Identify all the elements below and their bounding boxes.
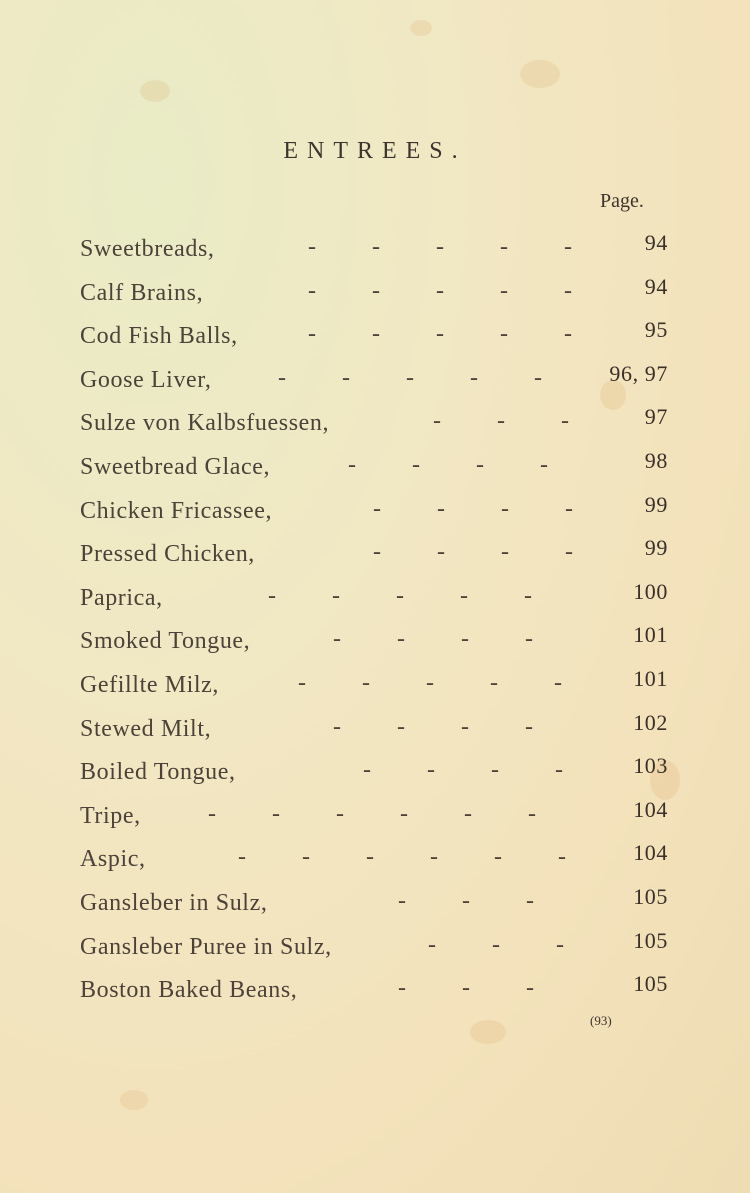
entry-page-number: 100	[633, 578, 668, 604]
entry-name: Paprica,	[80, 584, 163, 611]
entry-page-number: 95	[644, 317, 668, 343]
entry-name: Aspic,	[80, 846, 146, 873]
leader-dashes: - - - - - -	[238, 844, 566, 871]
contents-row	[80, 230, 670, 280]
entry-page-number: 99	[644, 491, 668, 517]
leader-dashes: - - - - -	[278, 364, 542, 391]
contents-row	[80, 535, 670, 585]
leader-dashes: - - - - -	[298, 669, 562, 696]
entry-name: Gansleber in Sulz,	[80, 889, 268, 916]
contents-row	[80, 665, 670, 716]
entry-name: Calf Brains,	[80, 279, 204, 306]
contents-row	[80, 360, 670, 411]
leader-dashes: - - - - -	[268, 582, 532, 609]
contents-row	[80, 578, 670, 629]
entry-name: Chicken Fricassee,	[80, 497, 273, 524]
contents-row	[80, 883, 670, 934]
entry-name: Boiled Tongue,	[80, 759, 236, 786]
leader-dashes: - - -	[398, 887, 534, 914]
contents-row	[80, 796, 670, 847]
leader-dashes: - - - - -	[308, 277, 572, 304]
entry-page-number: 97	[644, 404, 668, 430]
entry-page-number: 99	[644, 535, 668, 561]
contents-row	[80, 491, 670, 542]
entry-page-number: 94	[644, 230, 668, 255]
leader-dashes: - - -	[398, 975, 534, 1002]
entry-name: Boston Baked Beans,	[80, 977, 298, 1004]
entry-page-number: 103	[633, 753, 668, 779]
contents-row	[80, 971, 670, 1021]
contents-row	[80, 622, 670, 672]
contents-row	[80, 404, 670, 454]
entry-name: Pressed Chicken,	[80, 541, 255, 568]
leader-dashes: - - - -	[348, 451, 548, 478]
entry-name: Gansleber Puree in Sulz,	[80, 933, 332, 960]
paper-stain	[410, 20, 432, 36]
leader-dashes: - - - - -	[308, 321, 572, 348]
entry-name: Sulze von Kalbsfuessen,	[80, 410, 330, 437]
leader-dashes: - - - -	[363, 757, 563, 784]
entry-name: Sweetbread Glace,	[80, 453, 271, 480]
paper-stain	[120, 1090, 148, 1110]
leader-dashes: - - -	[428, 931, 564, 958]
leader-dashes: - - - - - -	[208, 800, 536, 827]
page-number: (93)	[590, 1013, 612, 1028]
contents-row	[80, 447, 670, 498]
contents-row	[80, 709, 670, 760]
entry-name: Tripe,	[80, 802, 141, 829]
entry-page-number: 94	[644, 273, 668, 299]
entry-page-number: 105	[633, 927, 668, 953]
entry-page-number: 101	[633, 665, 668, 691]
leader-dashes: - - - -	[333, 713, 533, 740]
entry-page-number: 104	[633, 840, 668, 866]
contents-row	[80, 840, 670, 890]
leader-dashes: - - - - -	[308, 234, 572, 260]
entry-page-number: 98	[644, 447, 668, 473]
entry-name: Goose Liver,	[80, 366, 212, 393]
entry-name: Gefillte Milz,	[80, 671, 220, 698]
entry-page-number: 105	[633, 883, 668, 909]
entry-name: Stewed Milt,	[80, 715, 212, 742]
leader-dashes: - - - -	[333, 626, 533, 653]
paper-stain	[140, 80, 170, 102]
entry-name: Smoked Tongue,	[80, 628, 251, 655]
leader-dashes: - - - -	[373, 539, 573, 566]
entry-page-number: 96, 97	[609, 360, 668, 386]
entry-name: Sweetbreads,	[80, 236, 215, 262]
leader-dashes: - - - -	[373, 495, 573, 522]
contents-row	[80, 927, 670, 978]
paper-stain	[470, 1020, 506, 1044]
entry-page-number: 102	[633, 709, 668, 735]
entry-name: Cod Fish Balls,	[80, 323, 238, 350]
contents-list	[80, 230, 670, 1021]
paper-stain	[520, 60, 560, 88]
entry-page-number: 104	[633, 796, 668, 822]
page-column-label: Page.	[600, 190, 644, 212]
section-heading: ENTREES.	[283, 138, 467, 164]
leader-dashes: - - -	[433, 408, 569, 435]
entry-page-number: 101	[633, 622, 668, 648]
contents-row	[80, 317, 670, 367]
contents-row	[80, 273, 670, 324]
contents-row	[80, 753, 670, 803]
entry-page-number: 105	[633, 971, 668, 997]
